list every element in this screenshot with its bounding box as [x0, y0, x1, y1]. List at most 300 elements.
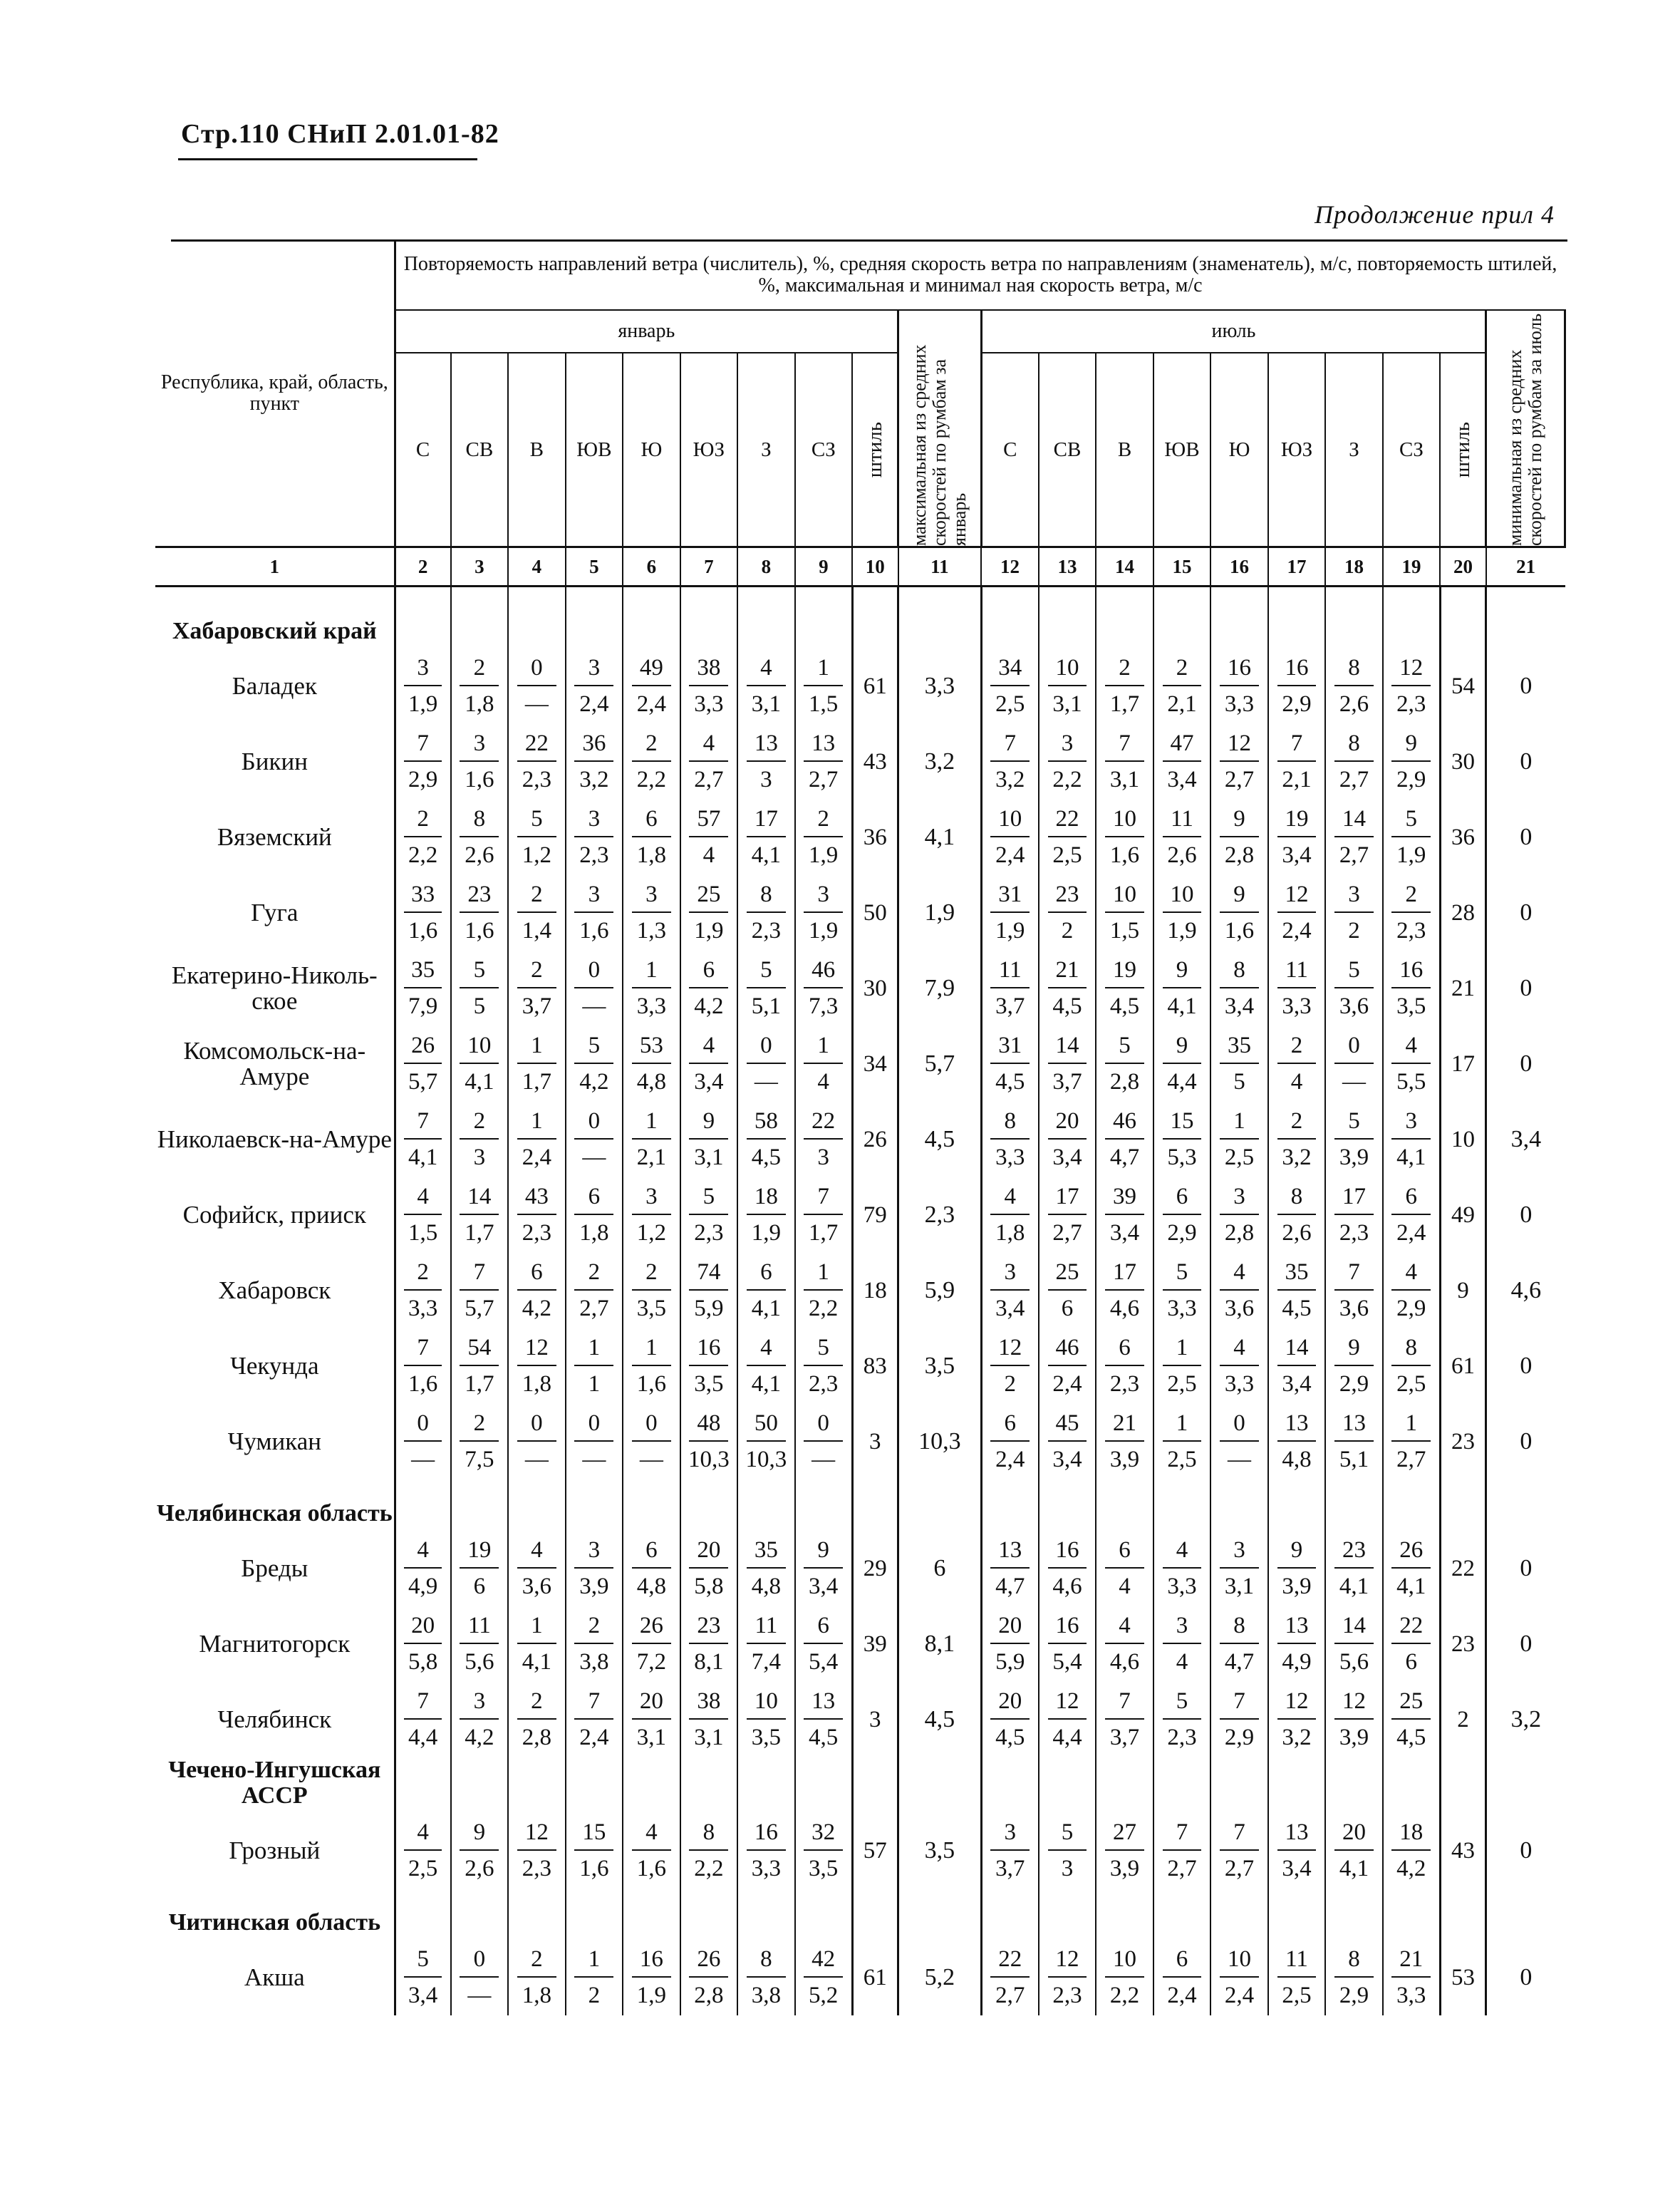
frequency-value: 5	[1334, 1107, 1374, 1140]
frequency-value: 5	[747, 956, 786, 988]
frequency-value: 8	[747, 1945, 786, 1978]
empty-cell	[898, 597, 982, 649]
station-row	[155, 1813, 1565, 1889]
fraction	[1384, 800, 1439, 875]
speed-value: 1,9	[995, 918, 1025, 944]
jan-dir-cell	[395, 1404, 450, 1479]
frequency-value: 6	[804, 1611, 843, 1644]
fraction	[738, 951, 794, 1026]
speed-value: 3,3	[694, 691, 724, 717]
fraction	[1154, 724, 1210, 800]
frequency-value: 26	[689, 1945, 728, 1978]
jul-dir-cell	[1268, 724, 1326, 800]
jul-calm-value: 9	[1440, 1253, 1485, 1328]
frequency-value: 16	[1277, 654, 1317, 686]
speed-value: 3,3	[1167, 1574, 1197, 1599]
speed-value: 5,6	[1339, 1649, 1369, 1675]
jul-dir-cell	[1096, 1328, 1153, 1404]
fraction	[452, 1606, 508, 1682]
fraction	[738, 1606, 794, 1682]
jan-max-value: 2,3	[898, 1177, 982, 1253]
station-name: Хабаровск	[155, 1253, 395, 1328]
frequency-value: 10	[1048, 654, 1087, 686]
jan-dir-cell	[680, 800, 738, 875]
jul-dir-cell	[1268, 1328, 1326, 1404]
speed-value: 4,5	[1052, 993, 1082, 1019]
empty-cell	[795, 1757, 853, 1813]
frequency-value: 46	[1048, 1333, 1087, 1366]
fraction	[509, 1253, 565, 1328]
empty-cell	[1440, 1889, 1485, 1940]
speed-value: 3,4	[808, 1574, 839, 1599]
column-number: 2	[395, 547, 450, 587]
speed-value: 2,6	[1282, 1220, 1312, 1246]
station-row	[155, 1328, 1565, 1404]
empty-cell	[1486, 597, 1565, 649]
speed-value: 2,7	[995, 1983, 1025, 2008]
empty-cell	[852, 1889, 898, 1940]
jul-dir-cell	[1210, 1813, 1268, 1889]
speed-value: 3,6	[1224, 1296, 1255, 1321]
fraction	[796, 1813, 851, 1889]
group-row	[155, 597, 1565, 649]
frequency-value: 7	[1163, 1818, 1202, 1851]
speed-value: 3,9	[1109, 1447, 1140, 1472]
frequency-value: 4	[689, 1031, 728, 1064]
jul-calm-value: 49	[1440, 1177, 1485, 1253]
jul-dir-cell	[1153, 1531, 1211, 1606]
frequency-value: 20	[689, 1536, 728, 1569]
jul-dir-cell	[1383, 1253, 1441, 1328]
jan-dir-cell	[623, 875, 680, 951]
speed-value: 4,1	[1167, 993, 1197, 1019]
jan-dir-cell	[451, 1682, 509, 1757]
frequency-value: 4	[404, 1818, 442, 1851]
jul-dir-1: С	[981, 353, 1039, 547]
jul-dir-cell	[1096, 724, 1153, 800]
empty-cell	[795, 597, 853, 649]
empty-cell	[680, 1479, 738, 1531]
speed-value: 5,9	[995, 1649, 1025, 1675]
speed-value: 4,5	[751, 1145, 781, 1170]
frequency-value: 10	[1220, 1945, 1259, 1978]
frequency-value: 21	[1105, 1409, 1144, 1442]
jul-dir-cell	[1268, 1102, 1326, 1177]
fraction	[1096, 951, 1153, 1026]
jan-dir-cell	[566, 649, 623, 724]
speed-value: 2,6	[1167, 842, 1197, 868]
fraction	[1211, 724, 1267, 800]
speed-value: —	[411, 1447, 435, 1472]
frequency-value: 5	[689, 1182, 728, 1215]
jul-dir-cell	[1268, 1404, 1326, 1479]
column-number: 18	[1325, 547, 1383, 587]
speed-value: 2,4	[1282, 918, 1312, 944]
empty-cell	[1210, 1479, 1268, 1531]
fraction	[1096, 724, 1153, 800]
frequency-value: 54	[460, 1333, 499, 1366]
frequency-value: 8	[689, 1818, 728, 1851]
frequency-value: 3	[632, 880, 671, 913]
speed-value: —	[582, 1145, 606, 1170]
fraction	[452, 1404, 508, 1479]
speed-value: —	[524, 1447, 549, 1472]
table-description: Повторяемость направлений ветра (числитель), %, средняя скорость ветра по направлениям (знаменатель), м/с, повторяемость штилей, %, максимальная и минимал ная скорость ветра, м/с	[395, 241, 1565, 310]
speed-value: 4,1	[751, 842, 781, 868]
speed-value: 6	[1061, 1296, 1074, 1321]
fraction	[796, 1682, 851, 1757]
frequency-value: 2	[404, 1258, 442, 1291]
jan-dir-cell	[795, 649, 853, 724]
speed-value: 5,8	[408, 1649, 438, 1675]
speed-value: 4,1	[522, 1649, 551, 1675]
jan-dir-cell	[795, 1606, 853, 1682]
jul-dir-cell	[1383, 1940, 1441, 2015]
jan-dir-cell	[566, 1404, 623, 1479]
jan-dir-cell	[451, 800, 509, 875]
jan-dir-cell	[451, 951, 509, 1026]
speed-value: 1,6	[636, 1856, 666, 1881]
jul-calm-value: 2	[1440, 1682, 1485, 1757]
frequency-value: 1	[1391, 1409, 1431, 1442]
fraction	[982, 1813, 1038, 1889]
empty-cell	[1096, 1757, 1153, 1813]
fraction	[1096, 1026, 1153, 1102]
fraction	[1096, 1606, 1153, 1682]
jan-dir-cell	[680, 1940, 738, 2015]
speed-value: 4,5	[1109, 993, 1140, 1019]
jul-dir-cell	[1153, 1253, 1211, 1328]
fraction	[1384, 1682, 1439, 1757]
jan-dir-cell	[395, 1177, 450, 1253]
frequency-value: 20	[632, 1687, 671, 1720]
jul-dir-cell	[1210, 1531, 1268, 1606]
frequency-value: 12	[1220, 729, 1259, 762]
max-speed-header: максимальная из средних скоростей по румбам за январь	[898, 310, 982, 547]
empty-cell	[981, 597, 1039, 649]
fraction	[1384, 1253, 1439, 1328]
empty-cell	[508, 1757, 566, 1813]
fraction	[1039, 1606, 1096, 1682]
frequency-value: 2	[1391, 880, 1431, 913]
fraction	[452, 649, 508, 724]
speed-value: 3,4	[1224, 993, 1255, 1019]
empty-cell	[395, 1479, 450, 1531]
fraction	[452, 1026, 508, 1102]
jul-dir-cell	[981, 875, 1039, 951]
fraction	[509, 1026, 565, 1102]
jan-dir-cell	[623, 1813, 680, 1889]
fraction	[396, 1404, 450, 1479]
fraction	[1039, 1026, 1096, 1102]
jan-dir-2: СВ	[451, 353, 509, 547]
frequency-value: 4	[517, 1536, 556, 1569]
fraction	[1039, 875, 1096, 951]
frequency-value: 9	[804, 1536, 843, 1569]
jan-dir-cell	[623, 951, 680, 1026]
empty-cell	[1325, 597, 1383, 649]
jul-dir-cell	[1153, 1404, 1211, 1479]
fraction	[1269, 1404, 1325, 1479]
fraction	[1154, 1404, 1210, 1479]
frequency-value: 8	[1277, 1182, 1317, 1215]
jul-dir-cell	[1096, 1813, 1153, 1889]
jul-dir-cell	[1325, 1813, 1383, 1889]
empty-cell	[680, 1757, 738, 1813]
fraction	[982, 724, 1038, 800]
speed-value: 1,5	[1109, 918, 1140, 944]
jul-dir-cell	[1096, 1102, 1153, 1177]
jan-dir-cell	[680, 1606, 738, 1682]
fraction	[1211, 1328, 1267, 1404]
fraction	[982, 1253, 1038, 1328]
fraction	[1154, 951, 1210, 1026]
speed-value: 4,1	[751, 1371, 781, 1397]
fraction	[1211, 1404, 1267, 1479]
frequency-value: 8	[1334, 729, 1374, 762]
jul-dir-cell	[1268, 1531, 1326, 1606]
jan-calm-value: 50	[852, 875, 898, 951]
jan-dir-cell	[623, 800, 680, 875]
fraction	[1211, 800, 1267, 875]
jan-dir-cell	[395, 1253, 450, 1328]
speed-value: 2	[1061, 918, 1074, 944]
jan-dir-cell	[737, 1328, 795, 1404]
empty-cell	[981, 1757, 1039, 1813]
spacer-cell	[680, 587, 738, 598]
column-number: 12	[981, 547, 1039, 587]
fraction	[1154, 1813, 1210, 1889]
fraction	[1039, 1682, 1096, 1757]
jan-dir-cell	[623, 649, 680, 724]
speed-value: 2,8	[1109, 1069, 1140, 1095]
frequency-value: 3	[1391, 1107, 1431, 1140]
empty-cell	[623, 1757, 680, 1813]
jan-dir-cell	[795, 1404, 853, 1479]
jul-dir-cell	[1096, 1606, 1153, 1682]
station-name: Магнитогорск	[155, 1606, 395, 1682]
empty-cell	[1210, 1889, 1268, 1940]
frequency-value: 2	[460, 654, 499, 686]
speed-value: 5,8	[694, 1574, 724, 1599]
fraction	[623, 1102, 680, 1177]
frequency-value: 42	[804, 1945, 843, 1978]
fraction	[1096, 1404, 1153, 1479]
frequency-value: 1	[804, 1258, 843, 1291]
frequency-value: 17	[1105, 1258, 1144, 1291]
station-row	[155, 951, 1565, 1026]
jul-dir-cell	[1039, 875, 1096, 951]
spacer-cell	[898, 587, 982, 598]
jul-dir-cell	[1268, 1253, 1326, 1328]
empty-cell	[898, 1889, 982, 1940]
empty-cell	[981, 1889, 1039, 1940]
fraction	[1039, 1328, 1096, 1404]
jan-dir-cell	[508, 800, 566, 875]
jan-dir-cell	[795, 951, 853, 1026]
frequency-value: 2	[574, 1611, 613, 1644]
fraction	[1211, 1253, 1267, 1328]
fraction	[982, 875, 1038, 951]
speed-value: 3	[817, 1145, 829, 1170]
jan-dir-cell	[680, 1813, 738, 1889]
jan-calm-value: 36	[852, 800, 898, 875]
jan-dir-cell	[795, 724, 853, 800]
fraction	[796, 1102, 851, 1177]
empty-cell	[623, 1889, 680, 1940]
frequency-value: 3	[574, 654, 613, 686]
frequency-value: 7	[574, 1687, 613, 1720]
frequency-value: 11	[1277, 956, 1317, 988]
jul-dir-7: З	[1325, 353, 1383, 547]
frequency-value: 2	[517, 1945, 556, 1978]
fraction	[623, 1813, 680, 1889]
speed-value: 2,4	[579, 691, 609, 717]
jul-calm-value: 30	[1440, 724, 1485, 800]
frequency-value: 3	[460, 1687, 499, 1720]
fraction	[796, 875, 851, 951]
frequency-value: 9	[1277, 1536, 1317, 1569]
fraction	[396, 649, 450, 724]
jul-dir-cell	[1325, 1606, 1383, 1682]
speed-value: 2,1	[636, 1145, 666, 1170]
fraction	[796, 951, 851, 1026]
jul-dir-cell	[1383, 1404, 1441, 1479]
frequency-value: 8	[1220, 956, 1259, 988]
fraction	[681, 1328, 737, 1404]
frequency-value: 31	[990, 1031, 1030, 1064]
fraction	[1269, 1606, 1325, 1682]
jul-dir-cell	[1325, 1940, 1383, 2015]
frequency-value: 2	[460, 1409, 499, 1442]
jul-calm-value: 28	[1440, 875, 1485, 951]
frequency-value: 5	[1391, 805, 1431, 837]
speed-value: 1,8	[522, 1983, 551, 2008]
frequency-value: 3	[1048, 729, 1087, 762]
speed-value: 4,1	[1396, 1145, 1426, 1170]
jul-calm-value: 17	[1440, 1026, 1485, 1102]
speed-value: 1,8	[995, 1220, 1025, 1246]
jul-dir-cell	[1039, 1940, 1096, 2015]
fraction	[566, 1940, 623, 2015]
jul-min-value: 3,4	[1486, 1102, 1565, 1177]
frequency-value: 10	[747, 1687, 786, 1720]
jul-dir-cell	[1383, 1026, 1441, 1102]
fraction	[566, 1404, 623, 1479]
fraction	[982, 1404, 1038, 1479]
jan-dir-cell	[680, 1531, 738, 1606]
speed-value: 4,6	[1109, 1296, 1140, 1321]
speed-value: 1,9	[751, 1220, 781, 1246]
jan-dir-cell	[680, 951, 738, 1026]
speed-value: 3,6	[522, 1574, 551, 1599]
frequency-value: 1	[1163, 1409, 1202, 1442]
jul-dir-cell	[981, 1682, 1039, 1757]
fraction	[452, 875, 508, 951]
frequency-value: 22	[1048, 805, 1087, 837]
jan-dir-cell	[451, 1404, 509, 1479]
empty-cell	[1153, 1889, 1211, 1940]
fraction	[566, 1177, 623, 1253]
frequency-value: 0	[574, 956, 613, 988]
speed-value: 4,5	[1396, 1725, 1426, 1750]
station-name: Баладек	[155, 649, 395, 724]
frequency-value: 11	[747, 1611, 786, 1644]
fraction	[396, 1940, 450, 2015]
station-row	[155, 1940, 1565, 2015]
fraction	[1384, 724, 1439, 800]
spacer-cell	[1153, 587, 1211, 598]
fraction	[623, 800, 680, 875]
speed-value: 2,6	[465, 842, 494, 868]
jul-calm-header	[1440, 353, 1485, 547]
speed-value: 2,7	[694, 767, 724, 792]
jul-dir-cell	[1325, 1026, 1383, 1102]
jan-dir-cell	[395, 1606, 450, 1682]
frequency-value: 35	[747, 1536, 786, 1569]
frequency-value: 23	[1334, 1536, 1374, 1569]
jan-calm-value: 18	[852, 1253, 898, 1328]
jul-dir-cell	[1268, 1177, 1326, 1253]
speed-value: 3,1	[636, 1725, 666, 1750]
speed-value: 2,3	[1396, 918, 1426, 944]
fraction	[623, 1606, 680, 1682]
speed-value: 2,7	[1224, 767, 1255, 792]
frequency-value: 8	[1391, 1333, 1431, 1366]
fraction	[1039, 1940, 1096, 2015]
speed-value: 1,9	[1396, 842, 1426, 868]
speed-value: 3,7	[1052, 1069, 1082, 1095]
fraction	[1039, 1404, 1096, 1479]
empty-cell	[508, 1479, 566, 1531]
spacer-cell	[1210, 587, 1268, 598]
frequency-value: 2	[1277, 1031, 1317, 1064]
fraction	[1326, 800, 1382, 875]
column-number: 17	[1268, 547, 1326, 587]
frequency-value: 2	[1163, 654, 1202, 686]
frequency-value: 8	[747, 880, 786, 913]
jul-min-value: 0	[1486, 951, 1565, 1026]
fraction	[738, 649, 794, 724]
empty-cell	[737, 1757, 795, 1813]
fraction	[509, 1606, 565, 1682]
fraction	[623, 649, 680, 724]
jul-dir-cell	[1153, 1177, 1211, 1253]
frequency-value: 9	[1163, 1031, 1202, 1064]
fraction	[509, 1531, 565, 1606]
jul-dir-cell	[981, 1253, 1039, 1328]
empty-cell	[1268, 1757, 1326, 1813]
frequency-value: 10	[460, 1031, 499, 1064]
fraction	[1154, 649, 1210, 724]
fraction	[1039, 800, 1096, 875]
jul-dir-cell	[981, 1026, 1039, 1102]
fraction	[396, 1531, 450, 1606]
fraction	[509, 1682, 565, 1757]
column-number: 9	[795, 547, 853, 587]
frequency-value: 16	[747, 1818, 786, 1851]
fraction	[1039, 649, 1096, 724]
jul-calm-value: 21	[1440, 951, 1485, 1026]
speed-value: 2,6	[465, 1856, 494, 1881]
frequency-value: 5	[1334, 956, 1374, 988]
july-header: июль	[981, 310, 1485, 353]
frequency-value: 13	[990, 1536, 1030, 1569]
frequency-value: 6	[1105, 1536, 1144, 1569]
jul-calm-value: 61	[1440, 1328, 1485, 1404]
empty-cell	[1325, 1757, 1383, 1813]
speed-value: 4	[1119, 1574, 1131, 1599]
